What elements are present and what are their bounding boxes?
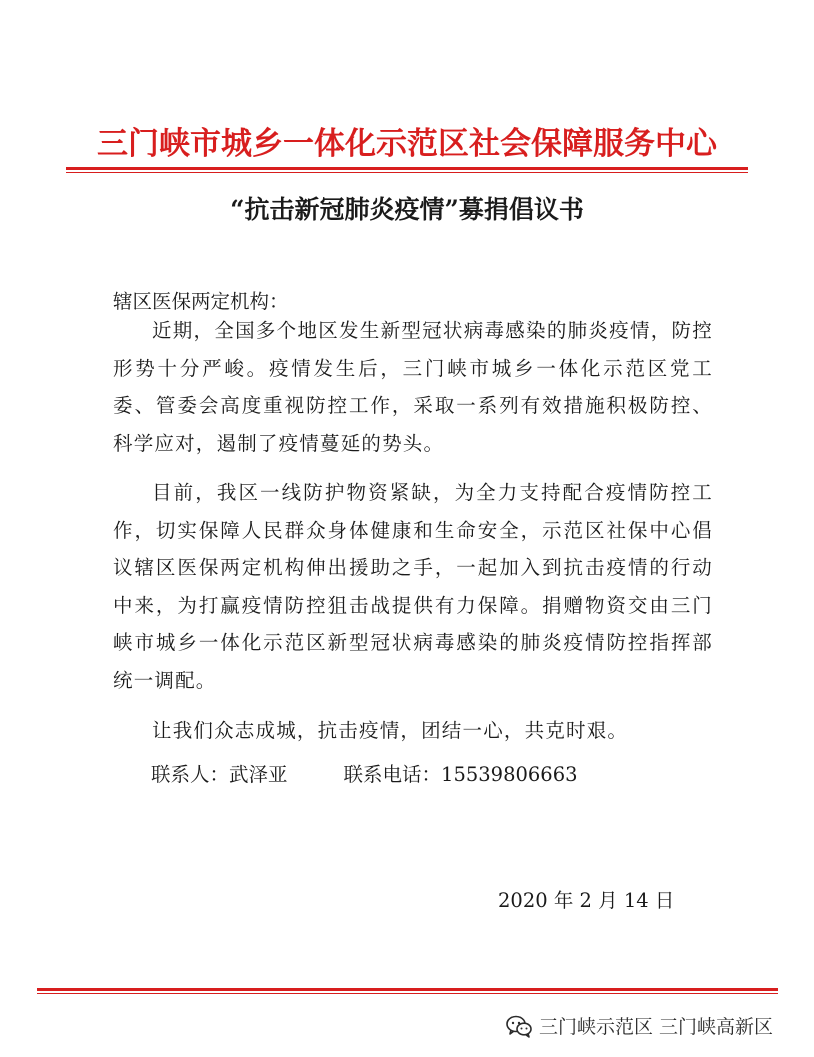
footer-rule-thick [37,988,778,991]
contact-phone: 15539806663 [441,763,578,786]
contact-person: 武泽亚 [229,763,288,786]
watermark-text: 三门峡示范区 三门峡高新区 [539,1016,774,1038]
paragraph-3: 让我们众志成城，抗击疫情，团结一心，共克时艰。 [152,719,629,742]
document-title: “抗击新冠肺炎疫情”募捐倡议书 [230,195,584,224]
salutation: 辖区医保两定机构： [113,290,289,313]
organization-header: 三门峡市城乡一体化示范区社会保障服务中心 [97,126,717,162]
header-rule-thick [66,167,748,170]
footer-rule-thin [37,993,778,994]
paragraph-1: 近期，全国多个地区发生新型冠状病毒感染的肺炎疫情，防控形势十分严峻。疫情发生后，三门峡市城乡一体化示范区党工委、管委会高度重视防控工作，采取一系列有效措施积极防控、科学应对，遏制了疫情蔓延的势头。 [113,319,713,455]
contact-line [151,759,578,787]
contact-person-label: 联系人： [151,763,230,786]
watermark [505,1012,773,1039]
wechat-icon [505,1014,533,1038]
document-date: 2020 年 2 月 14 日 [498,889,675,912]
header-rule-thin [66,172,748,173]
paragraph-2: 目前，我区一线防护物资紧缺，为全力支持配合疫情防控工作，切实保障人民群众身体健康和生命安全，示范区社保中心倡议辖区医保两定机构伸出援助之手，一起加入到抗击疫情的行动中来，为打赢疫情防控狙击战提供有力保障。捐赠物资交由三门峡市城乡一体化示范区新型冠状病毒感染的肺炎疫情防控指挥部统一调配。 [113,481,713,692]
contact-phone-label: 联系电话： [343,763,442,786]
